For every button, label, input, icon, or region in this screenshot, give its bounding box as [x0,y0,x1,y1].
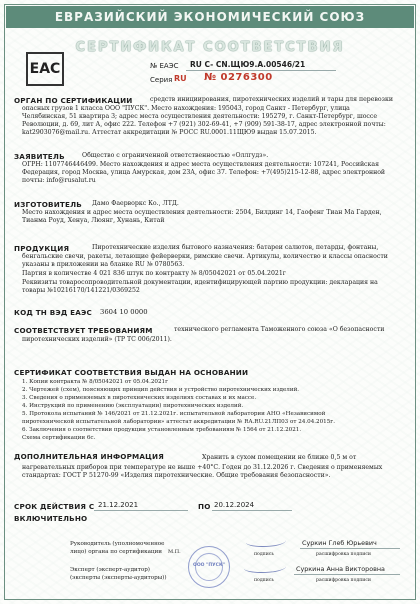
requirements-label: СООТВЕТСТВУЕТ ТРЕБОВАНИЯМ [14,326,153,335]
stamp-text: ООО "ПУСК" [193,563,225,568]
product-line-4: Партия в количестве 4 021 836 штук по контракту № 8/05042021 от 05.04.2021г [22,270,287,277]
requirements-line-2: пиротехнических изделий» (ТР ТС 006/2011). [22,336,172,343]
manufacturer-line-1: Дамо Фаерворкс Ко., ЛТД. [92,200,179,207]
product-line-1: Пиротехнические изделия бытового назначения: батареи салютов, петарды, фонтаны, [92,244,379,251]
manufacturer-line-3: Тианма Роуд, Хенуа, Люянг, Хунань, Китай [22,217,165,224]
cert-body-label: ОРГАН ПО СЕРТИФИКАЦИИ [14,96,133,105]
basis-item-5: 5. Протокола испытаний № 146/2021 от 21.12.2021г. испытательной лаборатории АНО «Независимой [22,411,326,417]
tn-ved-label: КОД ТН ВЭД ЕАЭС [14,308,92,317]
cert-body-line-4: Революции, д. 69, лит А, офис 222. Телефон +7 (921) 302-69-41, +7 (909) 591-38-17, адрес электронной почты: [22,121,386,128]
union-header: ЕВРАЗИЙСКИЙ ЭКОНОМИЧЕСКИЙ СОЮЗ [6,6,414,28]
product-line-3: указаны в приложении на бланке RU № 0780563. [22,261,185,268]
applicant-line-3: Федерация, город Москва, улица Амурская, дом 23А, офис 37. Телефон: +7(495)215-12-88, адрес электронной [22,169,386,176]
basis-item-2: 2. Чертежей (схем), поясняющих принцип действия и устройство пиротехнических изделий. [22,387,300,393]
validity-from-label: СРОК ДЕЙСТВИЯ С [14,502,95,511]
cert-body-line-5: kat2903076@mail.ru. Аттестат аккредитации № РОСС RU.0001.11ЩЮ9 выдан 15.07.2015. [22,129,317,136]
product-line-6: товары №10216170/141221/0369252 [22,287,140,294]
expert-role-line-1: Эксперт (эксперт-аудитор) [70,567,150,573]
expert-role-line-2: (эксперты (эксперты-аудиторы)) [70,575,167,581]
manufacturer-line-2: Место нахождения и адрес места осуществления деятельности: 2504, Билдинг 14, Гаофенг Тиан Ма Гарден, [22,209,382,216]
reg-prefix: № ЕАЭС [150,62,179,70]
applicant-line-1: Общество с ограниченной ответственностью «Оллгудз». [82,152,269,159]
validity-to-date: 20.12.2024 [214,501,255,509]
applicant-line-4: почты: info@rusalut.ru [22,177,96,184]
cert-body-line-2: опасных грузов 1 класса ООО "ПУСК". Место нахождения: 195043, город Санкт - Петербург, улица [22,105,350,112]
cert-body-line-3: Челябинская, 51 квартира 3; адрес места осуществления деятельности: 195279, г. Санкт-Петербург, шоссе [22,113,378,120]
expert-name: Суркина Анна Викторовна [296,565,385,573]
series-value: RU [174,74,187,83]
head-role-line-2: лицо) органа по сертификации [70,549,162,555]
head-sign-caption: подпись [254,552,274,557]
manufacturer-label: ИЗГОТОВИТЕЛЬ [14,200,82,209]
cert-body-line-1: средств инициирования, пиротехнических изделий и тары для перевозки [150,96,393,103]
additional-label: ДОПОЛНИТЕЛЬНАЯ ИНФОРМАЦИЯ [14,452,164,461]
validity-to-label: ПО [198,502,211,511]
product-label: ПРОДУКЦИЯ [14,244,70,253]
additional-line-1: Хранить в сухом помещении не ближе 0,5 м от [202,454,357,461]
reg-number: RU C- CN.ЩЮ9.А.00546/21 [190,60,306,69]
expert-name-caption: расшифровка подписи [316,578,371,583]
basis-item-6: 6. Заключения о соответствии продукции установленным требованиям № 1564 от 21.12.2021. [22,427,302,433]
expert-sign-caption: подпись [254,578,274,583]
official-stamp [188,546,230,588]
basis-item-5-cont: пиротехнической испытательной лаборатории» аттестат аккредитации № RA.RU.21ЛП03 от 24.04.2015г. [22,419,335,425]
product-line-5: Реквизиты товаросопроводительной документации, идентифицирующей партию продукции: декларация на [22,279,378,286]
additional-line-2: нагревательных приборов при температуре не выше +40°С. Годен до 31.12.2026 г. Сведения о применяемых [22,464,383,471]
applicant-label: ЗАЯВИТЕЛЬ [14,152,65,161]
validity-inclusive: ВКЛЮЧИТЕЛЬНО [14,514,88,523]
product-line-2: бенгальские свечи, ракеты, летающие фейерверки, римские свечи. Артикулы, количество и классы опасности [22,253,388,260]
basis-item-3: 3. Сведения о применяемых в пиротехнических изделиях составах и их массе. [22,395,257,401]
eac-logo: ЕАС [26,52,64,86]
applicant-line-2: ОГРН: 1107746446499. Место нахождения и адрес места осуществления деятельности: 107241, Российская [22,161,379,168]
requirements-line-1: технического регламента Таможенного союза «О безопасности [174,326,385,333]
basis-item-1: 1. Копии контракта № 8/05042021 от 05.04.2021г [22,379,169,385]
validity-from-date: 21.12.2021 [98,501,139,509]
mp-mark: М.П. [168,549,181,555]
form-number: № 0276300 [204,72,273,83]
tn-ved-value: 3604 10 0000 [100,308,148,316]
basis-scheme: Схема сертификации 6с. [22,435,96,441]
basis-item-4: 4. Инструкций по применению (эксплуатации) пиротехнических изделий. [22,403,244,409]
certificate-title: СЕРТИФИКАТ СООТВЕТСТВИЯ [75,40,345,55]
basis-label: СЕРТИФИКАТ СООТВЕТСТВИЯ ВЫДАН НА ОСНОВАНИИ [14,368,249,377]
additional-line-3: стандартах: ГОСТ Р 51270-99 «Изделия пиротехнические. Общие требования безопасности». [22,472,331,479]
head-name: Суркин Глеб Юрьевич [302,539,377,547]
head-role-line-1: Руководитель (уполномоченное [70,541,165,547]
head-name-caption: расшифровка подписи [316,552,371,557]
series-label: Серия [150,76,173,84]
